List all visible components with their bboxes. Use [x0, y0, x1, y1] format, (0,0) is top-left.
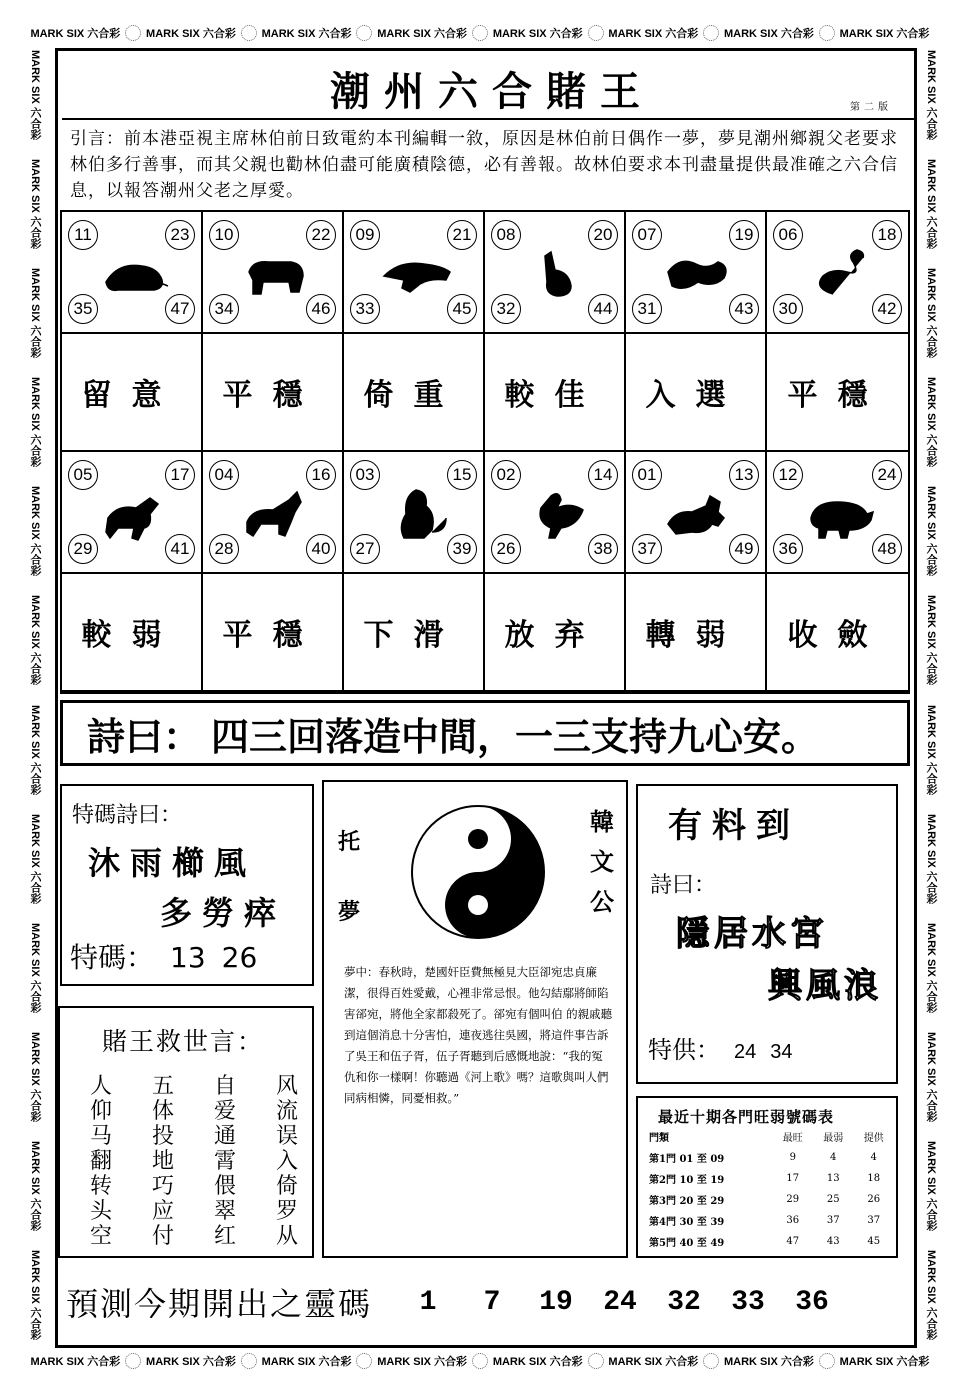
save-char: 投 [152, 1124, 175, 1149]
zodiac-cell [485, 452, 626, 574]
prediction-number: 24 [603, 1286, 637, 1318]
stats-cell: 29 [786, 1194, 800, 1205]
border-text: MARK SIX 六合彩 [724, 1356, 814, 1368]
border-text: MARK SIX 六合彩 [925, 595, 937, 686]
horse-icon [98, 482, 170, 542]
flower-icon [819, 25, 835, 41]
dream-left-label [338, 808, 360, 948]
zodiac-cell [62, 452, 203, 574]
zodiac-number: 28 [209, 534, 239, 564]
stats-table [646, 1126, 894, 1252]
border-text: MARK SIX 六合彩 [146, 1356, 236, 1368]
save-columns [90, 1074, 298, 1249]
zodiac-number: 32 [491, 294, 521, 324]
zodiac-number: 03 [350, 460, 380, 490]
prediction-number: 36 [795, 1286, 829, 1318]
stats-cell: 17 [786, 1173, 800, 1184]
save-char: 五 [152, 1074, 175, 1099]
zodiac-number: 23 [165, 220, 195, 250]
zodiac-number: 02 [491, 460, 521, 490]
zodiac-number: 19 [729, 220, 759, 250]
save-char: 霄 [214, 1149, 237, 1174]
save-char: 仰 [90, 1099, 113, 1124]
have-label: 詩曰： [650, 873, 717, 898]
stats-cell: 18 [867, 1173, 881, 1184]
border-text: MARK SIX 六合彩 [377, 28, 468, 40]
border-text: MARK SIX 六合彩 [925, 267, 937, 358]
save-char: 应 [152, 1199, 175, 1224]
zodiac-word: 放弃 [485, 574, 626, 692]
dream-left-char: 托 [338, 830, 361, 855]
zodiac-word: 較弱 [62, 574, 203, 692]
border-text: MARK SIX 六合彩 [29, 1141, 41, 1232]
dream-box [322, 780, 628, 1258]
save-char: 翠 [214, 1199, 237, 1224]
stats-cell: 45 [867, 1236, 881, 1247]
edition-label: 第二版 [850, 102, 892, 113]
top-border-strip [30, 20, 930, 46]
poem-label: 詩曰： [87, 714, 202, 759]
have-line-2: 興風浪 [768, 966, 882, 1006]
zodiac-number: 34 [209, 294, 239, 324]
flower-icon [241, 1353, 257, 1369]
zodiac-number: 06 [773, 220, 803, 250]
zodiac-word: 留意 [62, 334, 203, 452]
zodiac-number: 13 [729, 460, 759, 490]
border-text: MARK SIX 六合彩 [29, 1032, 41, 1122]
zodiac-number: 44 [588, 294, 618, 324]
prediction-number: 33 [731, 1286, 765, 1318]
zodiac-number: 01 [632, 460, 662, 490]
intro-paragraph: 引言：前本港亞視主席林伯前日致電約本刊編輯一敘，原因是林伯前日偶作一夢，夢見潮州鄉親父老要求林伯多行善事，而其父親也勸林伯盡可能廣積陰德，必有善報。故林伯要求本刊盡量提供最准確之六合信息，以報答潮州父老之厚愛。 [70, 129, 898, 201]
zodiac-number: 24 [872, 460, 902, 490]
stats-cell: 第3門 20 至 29 [649, 1196, 725, 1207]
zodiac-number: 48 [872, 534, 902, 564]
border-text: MARK SIX 六合彩 [261, 28, 352, 40]
stats-cell: 第2門 10 至 19 [649, 1175, 725, 1186]
stats-header: 提供 [863, 1133, 884, 1144]
dream-right-char: 韓 [590, 808, 614, 836]
stats-row [646, 1210, 894, 1231]
save-char: 入 [276, 1149, 299, 1174]
zodiac-cell [344, 452, 485, 574]
border-text: MARK SIX 六合彩 [492, 1356, 583, 1368]
border-text: MARK SIX 六合彩 [925, 1032, 937, 1122]
zodiac-number: 21 [447, 220, 477, 250]
stats-cell: 37 [867, 1215, 881, 1226]
border-text: MARK SIX 六合彩 [925, 158, 937, 249]
border-text: MARK SIX 六合彩 [29, 1250, 41, 1341]
have-num: 24 [734, 1041, 757, 1063]
stats-header: 最弱 [823, 1133, 844, 1144]
border-text: MARK SIX 六合彩 [839, 28, 930, 40]
flower-icon [588, 1353, 604, 1369]
stats-box [636, 1096, 898, 1258]
ox-icon [239, 242, 311, 302]
save-char: 地 [152, 1149, 175, 1174]
border-text: MARK SIX 六合彩 [29, 704, 41, 795]
zodiac-number: 27 [350, 534, 380, 564]
save-char: 通 [214, 1124, 237, 1149]
rabbit-icon [521, 242, 593, 302]
zodiac-cell [767, 452, 908, 574]
zodiac-cell [767, 212, 908, 334]
save-char: 付 [152, 1224, 175, 1249]
prediction-number: 32 [667, 1286, 701, 1318]
rooster-icon [521, 482, 593, 542]
save-char: 倚 [276, 1174, 299, 1199]
dream-left-char: 夢 [338, 900, 361, 925]
zodiac-number: 22 [306, 220, 336, 250]
stats-row [646, 1231, 894, 1252]
save-char: 人 [90, 1074, 113, 1099]
dragon-icon [662, 242, 734, 302]
zodiac-number: 20 [588, 220, 618, 250]
monkey-icon [380, 482, 452, 542]
dog-icon [662, 482, 734, 542]
border-text: MARK SIX 六合彩 [925, 1141, 937, 1232]
stats-cell: 47 [786, 1236, 800, 1247]
stats-cell: 26 [867, 1194, 881, 1205]
zodiac-cell [626, 452, 767, 574]
zodiac-word: 較佳 [485, 334, 626, 452]
snake-icon [803, 242, 875, 302]
zodiac-number: 05 [68, 460, 98, 490]
tema-num: 26 [221, 941, 258, 974]
border-text: MARK SIX 六合彩 [29, 595, 41, 686]
stats-cell: 36 [786, 1215, 800, 1226]
save-box [58, 1006, 314, 1258]
have-line-1: 隱居水宮 [676, 914, 828, 954]
stats-header: 門類 [649, 1133, 669, 1144]
dream-right-char: 文 [590, 848, 614, 876]
stats-cell: 4 [870, 1152, 877, 1163]
zodiac-number: 43 [729, 294, 759, 324]
flower-icon [472, 1353, 488, 1369]
zodiac-number: 08 [491, 220, 521, 250]
dream-right-label [590, 802, 614, 922]
have-nums-label: 特供： [648, 1036, 720, 1064]
border-text: MARK SIX 六合彩 [608, 28, 699, 40]
zodiac-cell [626, 212, 767, 334]
stats-cell: 第1門 01 至 09 [649, 1154, 725, 1165]
tema-nums-label: 特碼： [70, 941, 155, 974]
stats-cell: 43 [826, 1236, 840, 1247]
stats-cell: 13 [826, 1173, 840, 1184]
zodiac-number: 09 [350, 220, 380, 250]
stats-cell: 第4門 30 至 39 [649, 1217, 725, 1228]
flower-icon [703, 1353, 719, 1369]
zodiac-number: 29 [68, 534, 98, 564]
save-char: 红 [214, 1224, 237, 1249]
border-text: MARK SIX 六合彩 [925, 813, 937, 904]
zodiac-number: 10 [209, 220, 239, 250]
zodiac-word: 下滑 [344, 574, 485, 692]
dream-story: 夢中：春秋時，楚國奸臣費無極見大臣卻宛忠貞廉潔，很得百姓愛戴，心裡非常忌恨。他勾結鄢將師陷害郤宛，將他全家都殺死了。郤宛有個叫伯 的親戚聽到這個消息十分害怕，連夜逃往吳國，將這件事告訴了吳王和伍子胥，伍子胥聽到后感慨地說：“我的冤仇和你一樣啊！你聽過《河上歌》嗎？這歌與叫人們同病相憐，同憂相救。” [344, 965, 613, 1105]
save-char: 误 [276, 1124, 299, 1149]
border-text: MARK SIX 六合彩 [925, 922, 937, 1013]
zodiac-cell [485, 212, 626, 334]
border-text: MARK SIX 六合彩 [146, 28, 236, 40]
tema-num: 13 [170, 941, 206, 974]
border-text: MARK SIX 六合彩 [29, 49, 41, 140]
right-border-strip [918, 40, 944, 1350]
tiger-icon [380, 242, 452, 302]
zodiac-number: 18 [872, 220, 902, 250]
stats-row [646, 1189, 894, 1210]
border-text: MARK SIX 六合彩 [29, 486, 41, 577]
goat-icon [239, 482, 311, 542]
zodiac-number: 33 [350, 294, 380, 324]
flower-icon [125, 1353, 141, 1369]
border-text: MARK SIX 六合彩 [30, 28, 121, 40]
poem-text: 四三回落造中間，一三支持九心安。 [211, 714, 820, 759]
zodiac-number: 14 [588, 460, 618, 490]
tema-label: 特碼詩曰： [72, 803, 183, 828]
zodiac-cell [203, 452, 344, 574]
save-column [276, 1074, 298, 1249]
save-char: 流 [276, 1099, 299, 1124]
save-char: 体 [152, 1099, 175, 1124]
border-text: MARK SIX 六合彩 [29, 377, 41, 467]
flower-icon [125, 25, 141, 41]
zodiac-number: 35 [68, 294, 98, 324]
zodiac-number: 40 [306, 534, 336, 564]
zodiac-cell [344, 212, 485, 334]
border-text: MARK SIX 六合彩 [30, 1356, 121, 1368]
prediction-numbers [396, 1287, 844, 1318]
pig-icon [803, 482, 875, 542]
border-text: MARK SIX 六合彩 [29, 922, 41, 1013]
border-text: MARK SIX 六合彩 [608, 1356, 699, 1368]
flower-icon [472, 25, 488, 41]
zodiac-number: 12 [773, 460, 803, 490]
zodiac-number: 45 [447, 294, 477, 324]
save-column [152, 1074, 174, 1249]
save-char: 罗 [276, 1199, 299, 1224]
border-text: MARK SIX 六合彩 [29, 267, 41, 358]
save-char: 巧 [152, 1174, 175, 1199]
page-title: 潮州六合賭王 [330, 68, 654, 115]
zodiac-number: 42 [872, 294, 902, 324]
border-text: MARK SIX 六合彩 [29, 813, 41, 904]
zodiac-cell [203, 212, 344, 334]
stats-row [646, 1147, 894, 1168]
bottom-border-strip [30, 1348, 930, 1374]
zodiac-number: 07 [632, 220, 662, 250]
save-char: 马 [90, 1124, 113, 1149]
zodiac-word: 平穩 [203, 574, 344, 692]
border-text: MARK SIX 六合彩 [839, 1356, 930, 1368]
zodiac-number: 04 [209, 460, 239, 490]
stats-cell: 4 [830, 1152, 837, 1163]
save-column [214, 1074, 236, 1249]
save-column [90, 1074, 112, 1249]
zodiac-number: 46 [306, 294, 336, 324]
zodiac-word: 收斂 [767, 574, 908, 692]
border-text: MARK SIX 六合彩 [925, 704, 937, 795]
zodiac-number: 41 [165, 534, 195, 564]
border-text: MARK SIX 六合彩 [925, 1250, 937, 1341]
tema-line-1: 沐雨櫛風 [88, 844, 257, 882]
save-char: 爱 [214, 1099, 237, 1124]
border-text: MARK SIX 六合彩 [724, 28, 814, 40]
prediction-number: 19 [539, 1286, 573, 1318]
stats-row [646, 1168, 894, 1189]
left-border-strip [22, 40, 48, 1350]
prediction-number: 7 [483, 1286, 501, 1318]
save-char: 偎 [214, 1174, 237, 1199]
have-box [636, 784, 898, 1084]
zodiac-number: 39 [447, 534, 477, 564]
zodiac-number: 16 [306, 460, 336, 490]
prediction-bar [60, 1272, 910, 1332]
zodiac-number: 30 [773, 294, 803, 324]
stats-cell: 37 [826, 1215, 840, 1226]
zodiac-word: 轉弱 [626, 574, 767, 692]
flower-icon [703, 25, 719, 41]
stats-header: 最旺 [782, 1133, 803, 1144]
flower-icon [356, 1353, 372, 1369]
stats-cell: 25 [826, 1194, 840, 1205]
have-num: 34 [770, 1041, 793, 1063]
yinyang-icon [408, 802, 548, 942]
save-char: 风 [276, 1074, 299, 1099]
border-text: MARK SIX 六合彩 [29, 158, 41, 249]
zodiac-word: 倚重 [344, 334, 485, 452]
border-text: MARK SIX 六合彩 [925, 49, 937, 140]
zodiac-number: 17 [165, 460, 195, 490]
flower-icon [241, 25, 257, 41]
zodiac-number: 49 [729, 534, 759, 564]
zodiac-number: 31 [632, 294, 662, 324]
save-char: 自 [214, 1074, 237, 1099]
have-numbers [648, 1030, 793, 1065]
stats-cell: 第5門 40 至 49 [649, 1238, 725, 1249]
zodiac-number: 37 [632, 534, 662, 564]
border-text: MARK SIX 六合彩 [925, 486, 937, 577]
prediction-number: 1 [419, 1286, 437, 1318]
border-text: MARK SIX 六合彩 [377, 1356, 468, 1368]
zodiac-number: 15 [447, 460, 477, 490]
zodiac-number: 36 [773, 534, 803, 564]
save-title: 賭王救世言： [102, 1027, 265, 1056]
dream-right-char: 公 [590, 888, 614, 916]
have-title: 有料到 [668, 806, 800, 846]
flower-icon [588, 25, 604, 41]
poem-bar [60, 700, 910, 766]
zodiac-word: 平穩 [203, 334, 344, 452]
zodiac-cell [62, 212, 203, 334]
save-char: 从 [276, 1224, 299, 1249]
tema-numbers [70, 936, 257, 976]
flower-icon [356, 25, 372, 41]
prediction-label: 預測今期開出之靈碼 [66, 1285, 373, 1323]
zodiac-number: 38 [588, 534, 618, 564]
tema-line-2: 多勞瘁 [160, 894, 287, 932]
save-char: 头 [90, 1199, 113, 1224]
rat-icon [98, 242, 170, 302]
zodiac-number: 11 [68, 220, 98, 250]
zodiac-number: 47 [165, 294, 195, 324]
zodiac-grid [60, 210, 910, 694]
save-char: 翻 [90, 1149, 113, 1174]
border-text: MARK SIX 六合彩 [925, 377, 937, 467]
stats-title: 最近十期各門旺弱號碼表 [658, 1108, 835, 1126]
tema-box [60, 784, 314, 986]
zodiac-number: 26 [491, 534, 521, 564]
save-char: 转 [90, 1174, 113, 1199]
zodiac-word: 平穩 [767, 334, 908, 452]
border-text: MARK SIX 六合彩 [261, 1356, 352, 1368]
flower-icon [819, 1353, 835, 1369]
border-text: MARK SIX 六合彩 [492, 28, 583, 40]
stats-cell: 9 [789, 1152, 796, 1163]
save-char: 空 [90, 1224, 113, 1249]
zodiac-word: 入選 [626, 334, 767, 452]
